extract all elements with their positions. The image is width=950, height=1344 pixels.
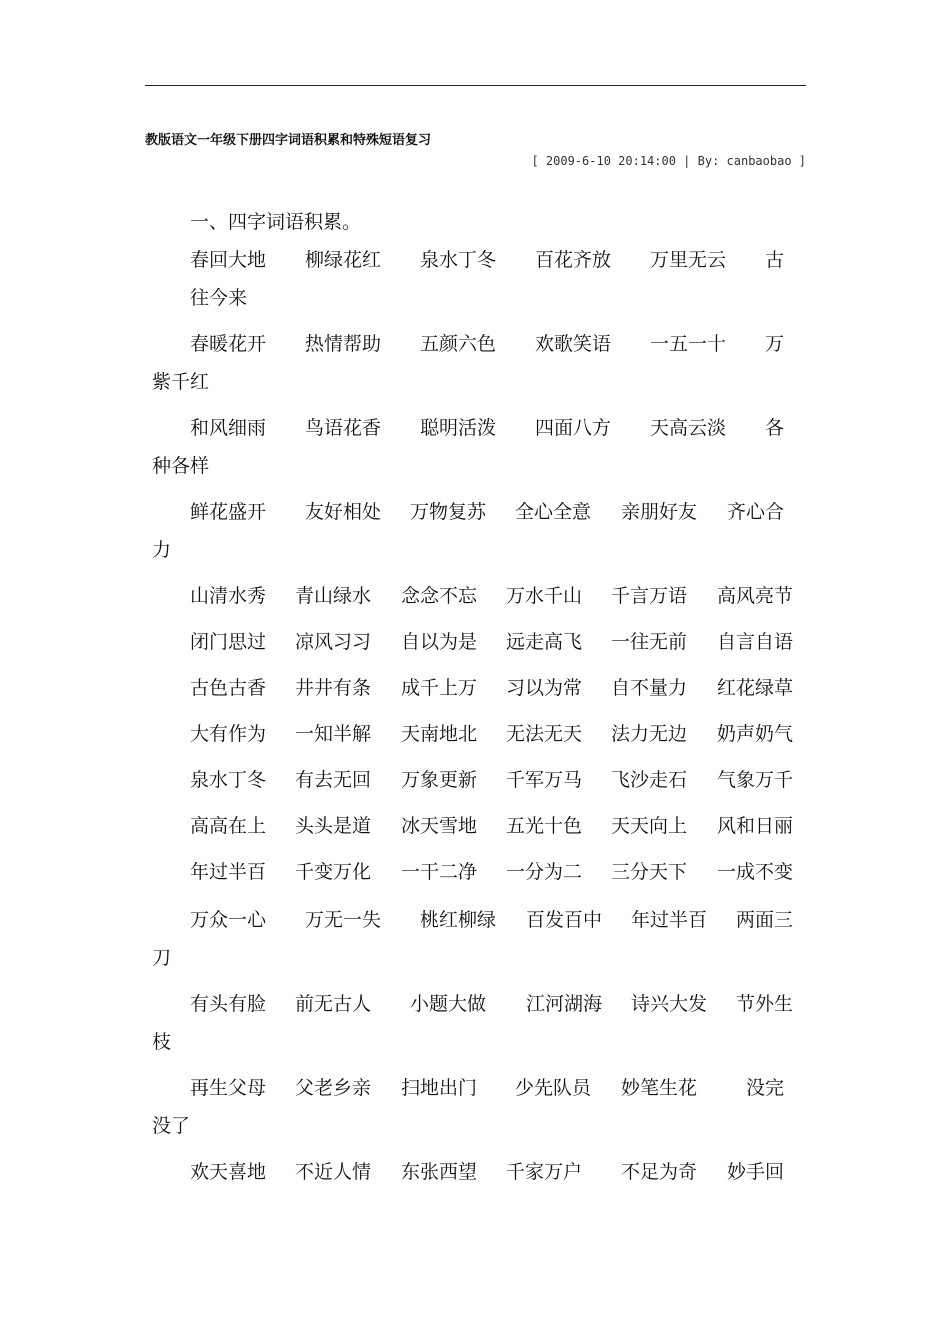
idiom-word: 成千上万 bbox=[401, 677, 478, 699]
idiom-word: 不足为奇 bbox=[621, 1161, 698, 1183]
idiom-word: 凉风习习 bbox=[295, 631, 372, 653]
idiom-word: 一成不变 bbox=[717, 861, 794, 883]
idiom-word: 一干二净 bbox=[401, 861, 478, 883]
idiom-word: 千家万户 bbox=[506, 1161, 583, 1183]
idiom-word: 有头有脸 bbox=[190, 993, 267, 1015]
idiom-continuation: 刀 bbox=[152, 947, 172, 969]
idiom-word: 天南地北 bbox=[401, 723, 478, 745]
idiom-word: 高风亮节 bbox=[717, 585, 794, 607]
document-meta: [ 2009-6-10 20:14:00 | By: canbaobao ] bbox=[531, 154, 806, 168]
idiom-word: 井井有条 bbox=[295, 677, 372, 699]
idiom-word: 头头是道 bbox=[295, 815, 372, 837]
idiom-word: 念念不忘 bbox=[401, 585, 478, 607]
idiom-word: 万物复苏 bbox=[410, 501, 487, 523]
idiom-continuation: 往今来 bbox=[190, 287, 248, 309]
idiom-word: 没完 bbox=[746, 1077, 785, 1099]
idiom-word: 一五一十 bbox=[650, 333, 727, 355]
document-title: 教版语文一年级下册四字词语积累和特殊短语复习 bbox=[145, 133, 432, 148]
idiom-word: 千军万马 bbox=[506, 769, 583, 791]
idiom-word: 有去无回 bbox=[295, 769, 372, 791]
idiom-word: 飞沙走石 bbox=[611, 769, 688, 791]
idiom-word: 千变万化 bbox=[295, 861, 372, 883]
idiom-word: 百花齐放 bbox=[535, 249, 612, 271]
idiom-word: 妙笔生花 bbox=[621, 1077, 698, 1099]
idiom-word: 诗兴大发 bbox=[631, 993, 708, 1015]
idiom-word: 自以为是 bbox=[401, 631, 478, 653]
idiom-word: 亲朋好友 bbox=[621, 501, 698, 523]
idiom-word: 妙手回 bbox=[727, 1161, 785, 1183]
idiom-word: 万众一心 bbox=[190, 909, 267, 931]
idiom-word: 山清水秀 bbox=[190, 585, 267, 607]
idiom-word: 东张西望 bbox=[401, 1161, 478, 1183]
idiom-word: 欢天喜地 bbox=[190, 1161, 267, 1183]
idiom-word: 各 bbox=[765, 417, 785, 439]
idiom-word: 和风细雨 bbox=[190, 417, 267, 439]
idiom-word: 年过半百 bbox=[190, 861, 267, 883]
idiom-word: 奶声奶气 bbox=[717, 723, 794, 745]
idiom-word: 全心全意 bbox=[515, 501, 592, 523]
idiom-word: 春回大地 bbox=[190, 249, 267, 271]
idiom-word: 天高云淡 bbox=[650, 417, 727, 439]
idiom-word: 鸟语花香 bbox=[305, 417, 382, 439]
idiom-word: 五光十色 bbox=[506, 815, 583, 837]
idiom-word: 一往无前 bbox=[611, 631, 688, 653]
idiom-word: 一分为二 bbox=[506, 861, 583, 883]
idiom-word: 红花绿草 bbox=[717, 677, 794, 699]
idiom-word: 少先队员 bbox=[515, 1077, 592, 1099]
idiom-word: 法力无边 bbox=[611, 723, 688, 745]
idiom-word: 天天向上 bbox=[611, 815, 688, 837]
idiom-continuation: 枝 bbox=[152, 1031, 172, 1053]
idiom-word: 自不量力 bbox=[611, 677, 688, 699]
idiom-word: 友好相处 bbox=[305, 501, 382, 523]
idiom-word: 千言万语 bbox=[611, 585, 688, 607]
idiom-word: 大有作为 bbox=[190, 723, 267, 745]
idiom-word: 四面八方 bbox=[535, 417, 612, 439]
idiom-word: 万 bbox=[765, 333, 785, 355]
idiom-word: 欢歌笑语 bbox=[535, 333, 612, 355]
section-heading: 一、四字词语积累。 bbox=[190, 211, 362, 233]
idiom-word: 万里无云 bbox=[650, 249, 727, 271]
idiom-word: 高高在上 bbox=[190, 815, 267, 837]
idiom-word: 两面三 bbox=[736, 909, 794, 931]
idiom-word: 小题大做 bbox=[410, 993, 487, 1015]
idiom-word: 柳绿花红 bbox=[305, 249, 382, 271]
idiom-word: 自言自语 bbox=[717, 631, 794, 653]
idiom-word: 风和日丽 bbox=[717, 815, 794, 837]
idiom-word: 扫地出门 bbox=[401, 1077, 478, 1099]
idiom-word: 一知半解 bbox=[295, 723, 372, 745]
idiom-word: 古色古香 bbox=[190, 677, 267, 699]
idiom-word: 聪明活泼 bbox=[420, 417, 497, 439]
idiom-continuation: 没了 bbox=[152, 1115, 191, 1137]
idiom-word: 气象万千 bbox=[717, 769, 794, 791]
idiom-word: 泉水丁冬 bbox=[190, 769, 267, 791]
idiom-word: 再生父母 bbox=[190, 1077, 267, 1099]
idiom-word: 习以为常 bbox=[506, 677, 583, 699]
idiom-word: 无法无天 bbox=[506, 723, 583, 745]
idiom-word: 前无古人 bbox=[295, 993, 372, 1015]
idiom-word: 桃红柳绿 bbox=[420, 909, 497, 931]
idiom-word: 远走高飞 bbox=[506, 631, 583, 653]
idiom-word: 年过半百 bbox=[631, 909, 708, 931]
idiom-continuation: 种各样 bbox=[152, 455, 210, 477]
idiom-word: 齐心合 bbox=[727, 501, 785, 523]
idiom-word: 不近人情 bbox=[295, 1161, 372, 1183]
idiom-continuation: 紫千红 bbox=[152, 371, 210, 393]
idiom-word: 江河湖海 bbox=[526, 993, 603, 1015]
idiom-word: 鲜花盛开 bbox=[190, 501, 267, 523]
top-rule bbox=[145, 85, 806, 86]
idiom-word: 百发百中 bbox=[526, 909, 603, 931]
idiom-word: 三分天下 bbox=[611, 861, 688, 883]
idiom-word: 父老乡亲 bbox=[295, 1077, 372, 1099]
idiom-word: 热情帮助 bbox=[305, 333, 382, 355]
idiom-word: 青山绿水 bbox=[295, 585, 372, 607]
idiom-continuation: 力 bbox=[152, 539, 172, 561]
idiom-word: 冰天雪地 bbox=[401, 815, 478, 837]
idiom-word: 春暖花开 bbox=[190, 333, 267, 355]
idiom-word: 万水千山 bbox=[506, 585, 583, 607]
idiom-word: 泉水丁冬 bbox=[420, 249, 497, 271]
idiom-word: 万象更新 bbox=[401, 769, 478, 791]
idiom-word: 五颜六色 bbox=[420, 333, 497, 355]
idiom-word: 古 bbox=[765, 249, 785, 271]
idiom-word: 节外生 bbox=[736, 993, 794, 1015]
idiom-word: 万无一失 bbox=[305, 909, 382, 931]
idiom-word: 闭门思过 bbox=[190, 631, 267, 653]
